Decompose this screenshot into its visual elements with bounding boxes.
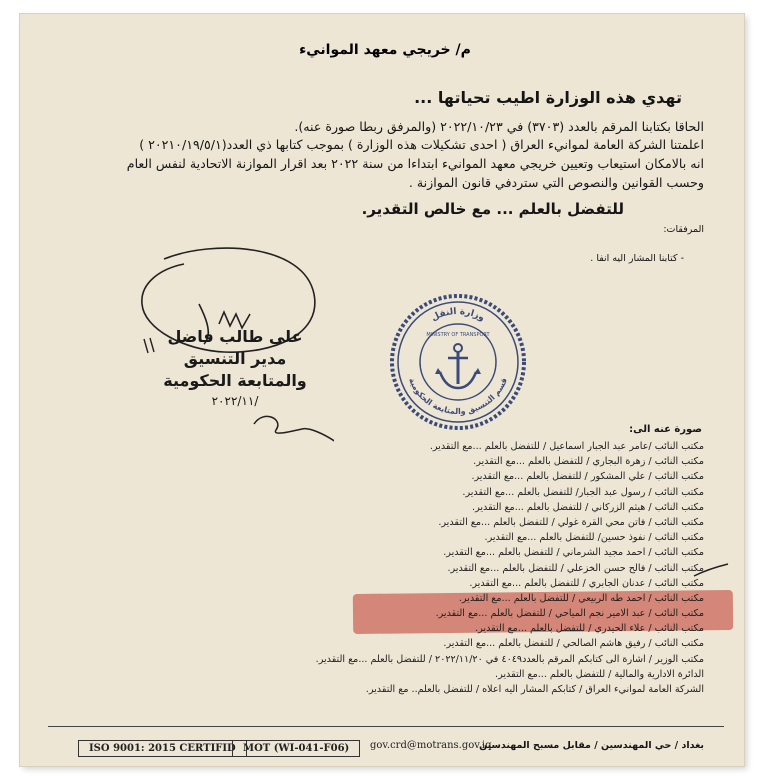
copies-list [264,439,704,697]
list-item: مكتب النائب / رسول عبد الجبار/ للتفضل بالعلم ...مع التقدير. [462,486,704,498]
letter-closing: للتفضل بالعلم ... مع خالص التقدير. [361,200,624,218]
list-item: مكتب النائب / نفوذ حسين/ للتفضل بالعلم ...مع التقدير. [484,532,704,544]
anchor-emblem-icon [435,344,481,388]
signatory-title: مدير التنسيق [183,349,287,368]
list-item: مكتب النائب / رفيق هاشم الصالحي / للتفضل بالعلم ...مع التقدير. [443,638,704,650]
signatory-department: والمتابعة الحكومية [163,371,307,390]
attachments-label: المرفقات: [663,224,704,235]
list-item: مكتب النائب / احمد مجيد الشرماني / للتفضل بالعلم ...مع التقدير. [443,547,704,559]
ministry-seal [388,292,528,432]
attachment-bullet: - [677,253,684,264]
svg-text:وزارة النقل [430,307,486,324]
list-item: مكتب النائب / عبد الامير نجم المياحي / للتفضل بالعلم ...مع التقدير. [435,608,704,620]
letter-paragraph: وحسب القوانين والنصوص التي ستردفي قانون الموازنة . [408,175,704,190]
list-item: مكتب النائب /عامر عبد الجبار اسماعيل / للتفضل بالعلم ...مع التقدير. [429,441,704,452]
list-item: مكتب النائب / فاتن محي القرة غولي / للتفضل بالعلم ...مع التقدير. [438,516,704,528]
letter-greeting: تهدي هذه الوزارة اطيب تحياتها ... [414,88,682,107]
letter-subject: م/ خريجي معهد الموانيء [299,42,471,58]
footer-divider [48,726,724,727]
list-item: الدائرة الادارية والمالية / للتفضل بالعلم ...مع التقدير. [495,668,704,680]
letter-page [20,14,744,766]
letter-paragraph: انه بالامكان استيعاب وتعيين خريجي معهد الموانيء ابتداءا من سنة ٢٠٢٢ بعد اقرار الموازنة الاتحادية لنفس العام [126,156,704,171]
office-address: بغداد / حي المهندسين / مقابل مسبح المهندسين [479,740,704,751]
signatory-name: علي طالب فاضل [167,327,303,346]
iso-certification-badge: ISO 9001: 2015 CERTIFID [78,740,247,757]
contact-email: gov.crd@motrans.gov.iq [370,740,492,751]
copies-label: صورة عنه الى: [629,424,702,435]
list-item: مكتب النائب / زهرة البجاري / للتفضل بالعلم ...مع التقدير. [473,456,704,468]
list-item: مكتب الوزير / اشارة الى كتابكم المرقم بالعدد٤٠٤٩ في ٢٠٢٢/١١/٢٠ / للتفضل بالعلم ...مع التقدير. [315,653,704,665]
list-item: مكتب النائب / علي المشكور / للتفضل بالعلم ...مع التقدير. [471,471,704,483]
list-item: مكتب النائب / احمد طه الربيعي / للتفضل بالعلم ...مع التقدير. [458,592,704,604]
signature-date: ٢٠٢٢/١١/ [211,394,259,408]
letter-paragraph: الحاقا بكتابنا المرقم بالعدد (٣٧٠٣) في ٢٠٢٢/١٠/٢٣ (والمرفق ربطا صورة عنه). [294,119,704,134]
signature-block [140,326,330,408]
seal-bottom-text: قسم التنسيق والمتابعة الحكومية [407,376,509,417]
list-item: مكتب النائب / هيثم الزركاني / للتفضل بالعلم ...مع التقدير. [472,501,704,513]
list-item: مكتب النائب / علاء الحيدري / للتفضل بالعلم ...مع التقدير. [475,623,704,635]
form-code-badge: MOT (WI-041-F06) [232,740,360,757]
letter-paragraph: اعلمتنا الشركة العامة لموانيء العراق ( احدى تشكيلات هذه الوزارة ) بموجب كتابها ذي العدد(٢٠٢١٠/١٩/٥/١ ) [139,137,704,152]
handwritten-check-icon [692,562,732,582]
list-item: مكتب النائب / عدنان الجابري / للتفضل بالعلم ...مع التقدير. [469,577,704,589]
attachment-item [590,253,684,264]
list-item: الشركة العامة لموانيء العراق / كتابكم المشار اليه اعلاه / للتفضل بالعلم.. مع التقدير. [365,684,704,695]
list-item: مكتب النائب / فالح حسن الخزعلي / للتفضل بالعلم ...مع التقدير. [447,562,704,574]
seal-top-text: وزارة النقل [429,306,487,324]
seal-english-text: MINISTRY OF TRANSPORT [426,332,490,338]
attachment-text: كتابنا المشار اليه انفا . [590,253,678,264]
